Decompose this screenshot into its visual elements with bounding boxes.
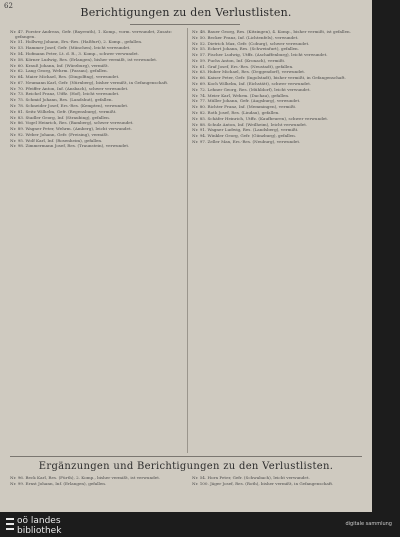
list-entry: Nr. 58. Körner Ludwig, Res. (Erlangen), bisher vermißt, ist verwundet. — [10, 56, 158, 62]
list-entry: Nr. 88. Schulz Anton, Inf. (Weilheim), leicht verwundet. — [192, 121, 308, 127]
bottom-left-column — [10, 476, 182, 488]
list-entry: Nr. 70. Pfeiffer Anton, Inf. (Ansbach), schwer verwundet. — [10, 85, 129, 91]
list-entry: Nr. 75. Schmid Johann, Res. (Landshut), gefallen. — [10, 97, 113, 103]
list-entry: Nr. 89. Wagner Peter, Wehrm. (Amberg), leicht verwundet. — [10, 126, 132, 132]
list-entry: Nr. 83. Stadler Georg, Inf. (Straubing), gefallen. — [10, 114, 111, 120]
logo-line-2: bibliothek — [17, 526, 62, 536]
logo-line-1: oö landes — [17, 516, 61, 526]
list-entry: Nr. 69. Koch Wilhelm, Inf. (Eichstätt), schwer verwundet. — [192, 81, 312, 87]
list-entry: Nr. 81. Seitz Wilhelm, Gefr. (Regensburg), vermißt. — [10, 108, 117, 114]
list-entry: Nr. 72. Lehner Georg, Res. (Mühldorf), leicht verwundet. — [192, 86, 311, 92]
list-entry: Nr. 91. Wagner Ludwig, Res. (Landsberg), vermißt. — [192, 127, 299, 133]
list-entry: Nr. 51. Hollweg Johann, Ers.-Res. (Haßfurt), 2. Komp., gefallen. — [10, 39, 143, 45]
list-entry: Nr. 66. Kaiser Peter, Gefr. (Ingolstadt), bisher vermißt, in Gefangenschaft. — [192, 75, 346, 81]
list-entry: Nr. 85. Schäfer Heinrich, Utffz. (Kaufbeuren), schwer verwundet. — [192, 115, 329, 121]
list-entry: Nr. 98. Zimmermann Josef, Res. (Traunstein), verwundet. — [10, 143, 130, 149]
list-entry: Nr. 74. Meier Karl, Wehrm. (Dachau), gefallen. — [192, 92, 290, 98]
collection-caption[interactable]: digitale sammlung — [345, 521, 392, 527]
list-entry: Nr. 55. Eckert Johann, Res. (Schweinfurt), gefallen. — [192, 46, 299, 52]
section-rule — [10, 456, 362, 457]
list-entry: Nr. 47. Forster Andreas, Gefr. (Bayreuth), 1. Komp., vorm. verwundet, Zusatz: gefangen. — [10, 29, 173, 39]
list-entry: Nr. 54. Hofmann Peter, Lt. d. R., 3. Komp., schwer verwundet. — [10, 50, 139, 56]
list-entry: Nr. 60. Krauß Johann, Inf. (Würzburg), vermißt. — [10, 62, 109, 68]
list-entry: Nr. 100. Jäger Josef, Res. (Roth), bisher vermißt, in Gefangenschaft. — [192, 480, 334, 486]
list-entry: Nr. 67. Neumann Karl, Gefr. (Nürnberg), bisher vermißt, in Gefangenschaft. — [10, 79, 169, 85]
list-entry: Nr. 63. Huber Michael, Res. (Deggendorf), verwundet. — [192, 69, 306, 75]
logo-text — [17, 516, 61, 536]
bottom-right-column — [192, 476, 362, 488]
list-entry: Nr. 52. Dietrich Max, Gefr. (Coburg), schwer verwundet. — [192, 40, 310, 46]
right-column — [192, 30, 362, 146]
list-entry: Nr. 54. Horn Peter, Gefr. (Schwabach), leicht verwundet. — [192, 475, 310, 480]
page-title: Berichtigungen zu den Verlustlisten. — [80, 6, 292, 19]
list-entry: Nr. 62. Lang Georg, Wehrm. (Passau), gefallen. — [10, 68, 108, 74]
column-divider — [187, 28, 188, 453]
list-entry: Nr. 95. Wolf Karl, Inf. (Rosenheim), gefallen. — [10, 137, 103, 143]
page-number: 62 — [4, 2, 13, 10]
list-entry: Nr. 86. Vogel Heinrich, Res. (Bamberg), schwer verwundet. — [10, 120, 134, 126]
supplement-title: Ergänzungen und Berichtigungen zu den Verlustlisten. — [38, 461, 334, 472]
list-entry: Nr. 94. Winkler Georg, Gefr. (Günzburg), gefallen. — [192, 133, 297, 139]
list-entry: Nr. 64. Maier Michael, Res. (Dingolfing), verwundet. — [10, 74, 120, 80]
list-entry: Nr. 92. Weber Johann, Gefr. (Freising), vermißt. — [10, 131, 110, 137]
list-entry: Nr. 59. Fuchs Anton, Inf. (Kronach), vermißt. — [192, 57, 286, 63]
library-logo[interactable] — [6, 516, 96, 536]
list-entry: Nr. 97. Zeller Max, Ers.-Res. (Neuburg), verwundet. — [192, 138, 301, 144]
list-entry: Nr. 77. Müller Johann, Gefr. (Augsburg), verwundet. — [192, 98, 301, 104]
left-column — [10, 30, 182, 150]
list-entry: Nr. 78. Schneider Josef, Ers.-Res. (Kempten), verwundet. — [10, 102, 129, 108]
list-entry: Nr. 57. Fischer Ludwig, Utffz. (Aschaffenburg), leicht verwundet. — [192, 52, 328, 58]
list-entry: Nr. 82. Roth Josef, Res. (Lindau), gefallen. — [192, 109, 280, 115]
list-entry: Nr. 53. Hammer Josef, Gefr. (München), leicht verwundet. — [10, 45, 131, 51]
list-entry: Nr. 73. Reichel Franz, Utffz. (Hof), leicht verwundet. — [10, 91, 120, 97]
list-entry: Nr. 50. Becker Franz, Inf. (Lichtenfels), verwundet. — [192, 34, 299, 40]
list-entry: Nr. 99. Ernst Johann, Inf. (Erlangen), gefallen. — [10, 480, 107, 486]
list-entry: Nr. 61. Graf Josef, Ers.-Res. (Neustadt), gefallen. — [192, 63, 294, 69]
list-entry: Nr. 96. Beck Karl, Res. (Fürth), 2. Komp., bisher vermißt, ist verwundet. — [10, 475, 161, 480]
logo-bars-icon — [6, 518, 14, 534]
list-entry: Nr. 48. Bauer Georg, Res. (Kitzingen), 4. Komp., bisher vermißt, ist gefallen. — [192, 29, 351, 34]
title-rule — [130, 24, 240, 25]
list-entry: Nr. 80. Richter Franz, Inf. (Memmingen), vermißt. — [192, 104, 297, 110]
